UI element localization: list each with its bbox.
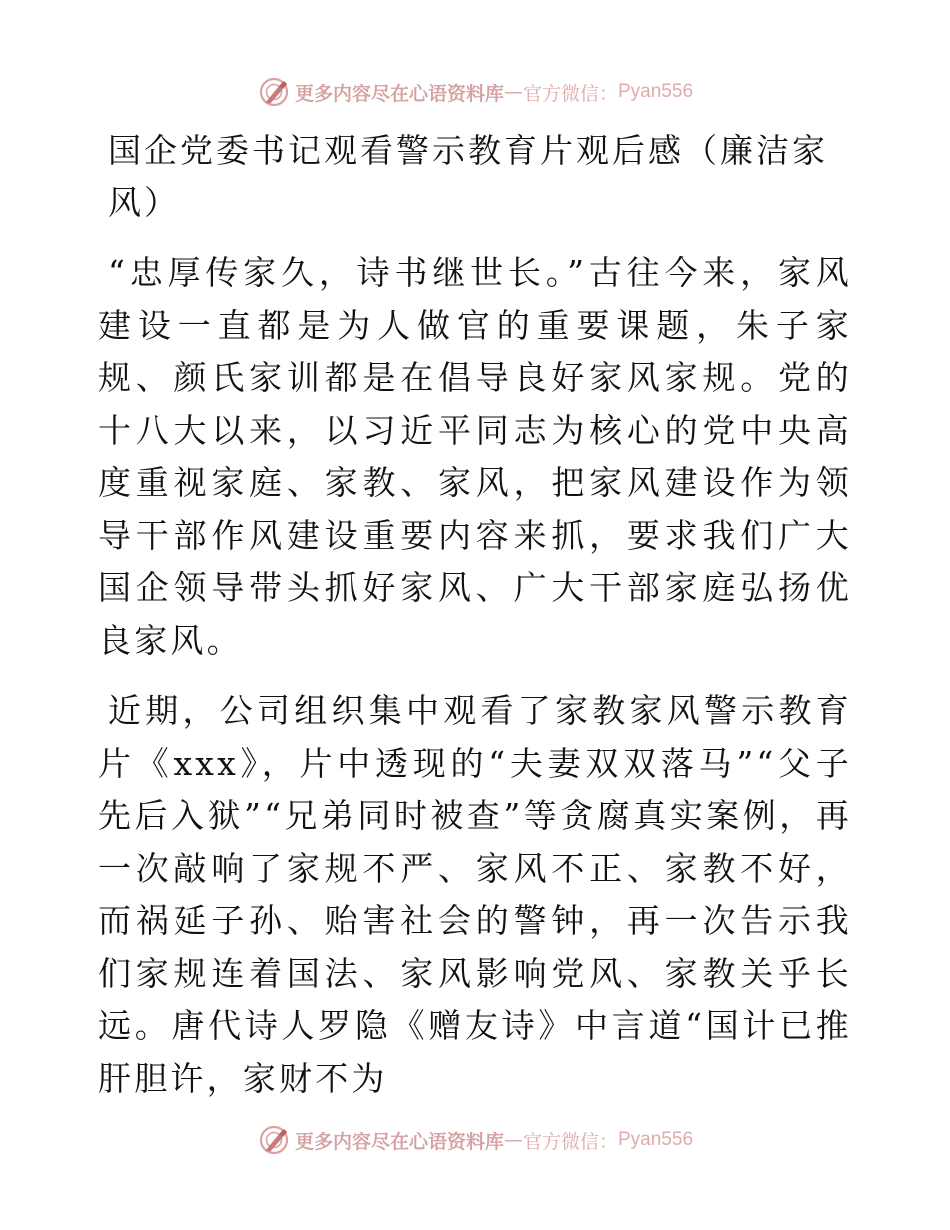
watermark-separator: —: [503, 81, 523, 103]
document-title: 国企党委书记观看警示教育片观后感（廉洁家风）: [108, 131, 828, 222]
watermark-separator: —: [503, 1129, 523, 1151]
paragraph-2: 近期，公司组织集中观看了家教家风警示教育片《xxx》，片中透现的“夫妻双双落马”“父子先后入狱”“兄弟同时被查”等贪腐真实案例，再一次敲响了家规不严、家风不正、家教不好，而祸延子孙、贻害社会的警钟，再一次告示我们家规连着国法、家风影响党风、家教关乎长远。唐代诗人罗隐《赠友诗》中言道“国计已推肝胆许，家财不为: [98, 691, 852, 1098]
watermark-wechat-label: 官方微信：: [522, 82, 618, 105]
document-body: [98, 125, 852, 1123]
watermark-wechat-id: Pyan556: [618, 81, 694, 102]
header-watermark: [0, 72, 950, 112]
watermark-site-name: 更多内容尽在心语资料库: [294, 1130, 504, 1153]
watermark-wechat-id: Pyan556: [618, 1129, 694, 1150]
footer-watermark: [0, 1120, 950, 1160]
watermark-site-name: 更多内容尽在心语资料库: [294, 82, 504, 105]
watermark-wechat-label: 官方微信：: [522, 1130, 618, 1153]
pen-logo-icon: [257, 75, 291, 109]
pen-logo-icon: [257, 1123, 291, 1157]
paragraph-1: “忠厚传家久，诗书继世长。”古往今来，家风建设一直都是为人做官的重要课题，朱子家规、颜氏家训都是在倡导良好家风家规。党的十八大以来，以习近平同志为核心的党中央高度重视家庭、家教、家风，把家风建设作为领导干部作风建设重要内容来抓，要求我们广大国企领导带头抓好家风、广大干部家庭弘扬优良家风。: [98, 253, 852, 660]
